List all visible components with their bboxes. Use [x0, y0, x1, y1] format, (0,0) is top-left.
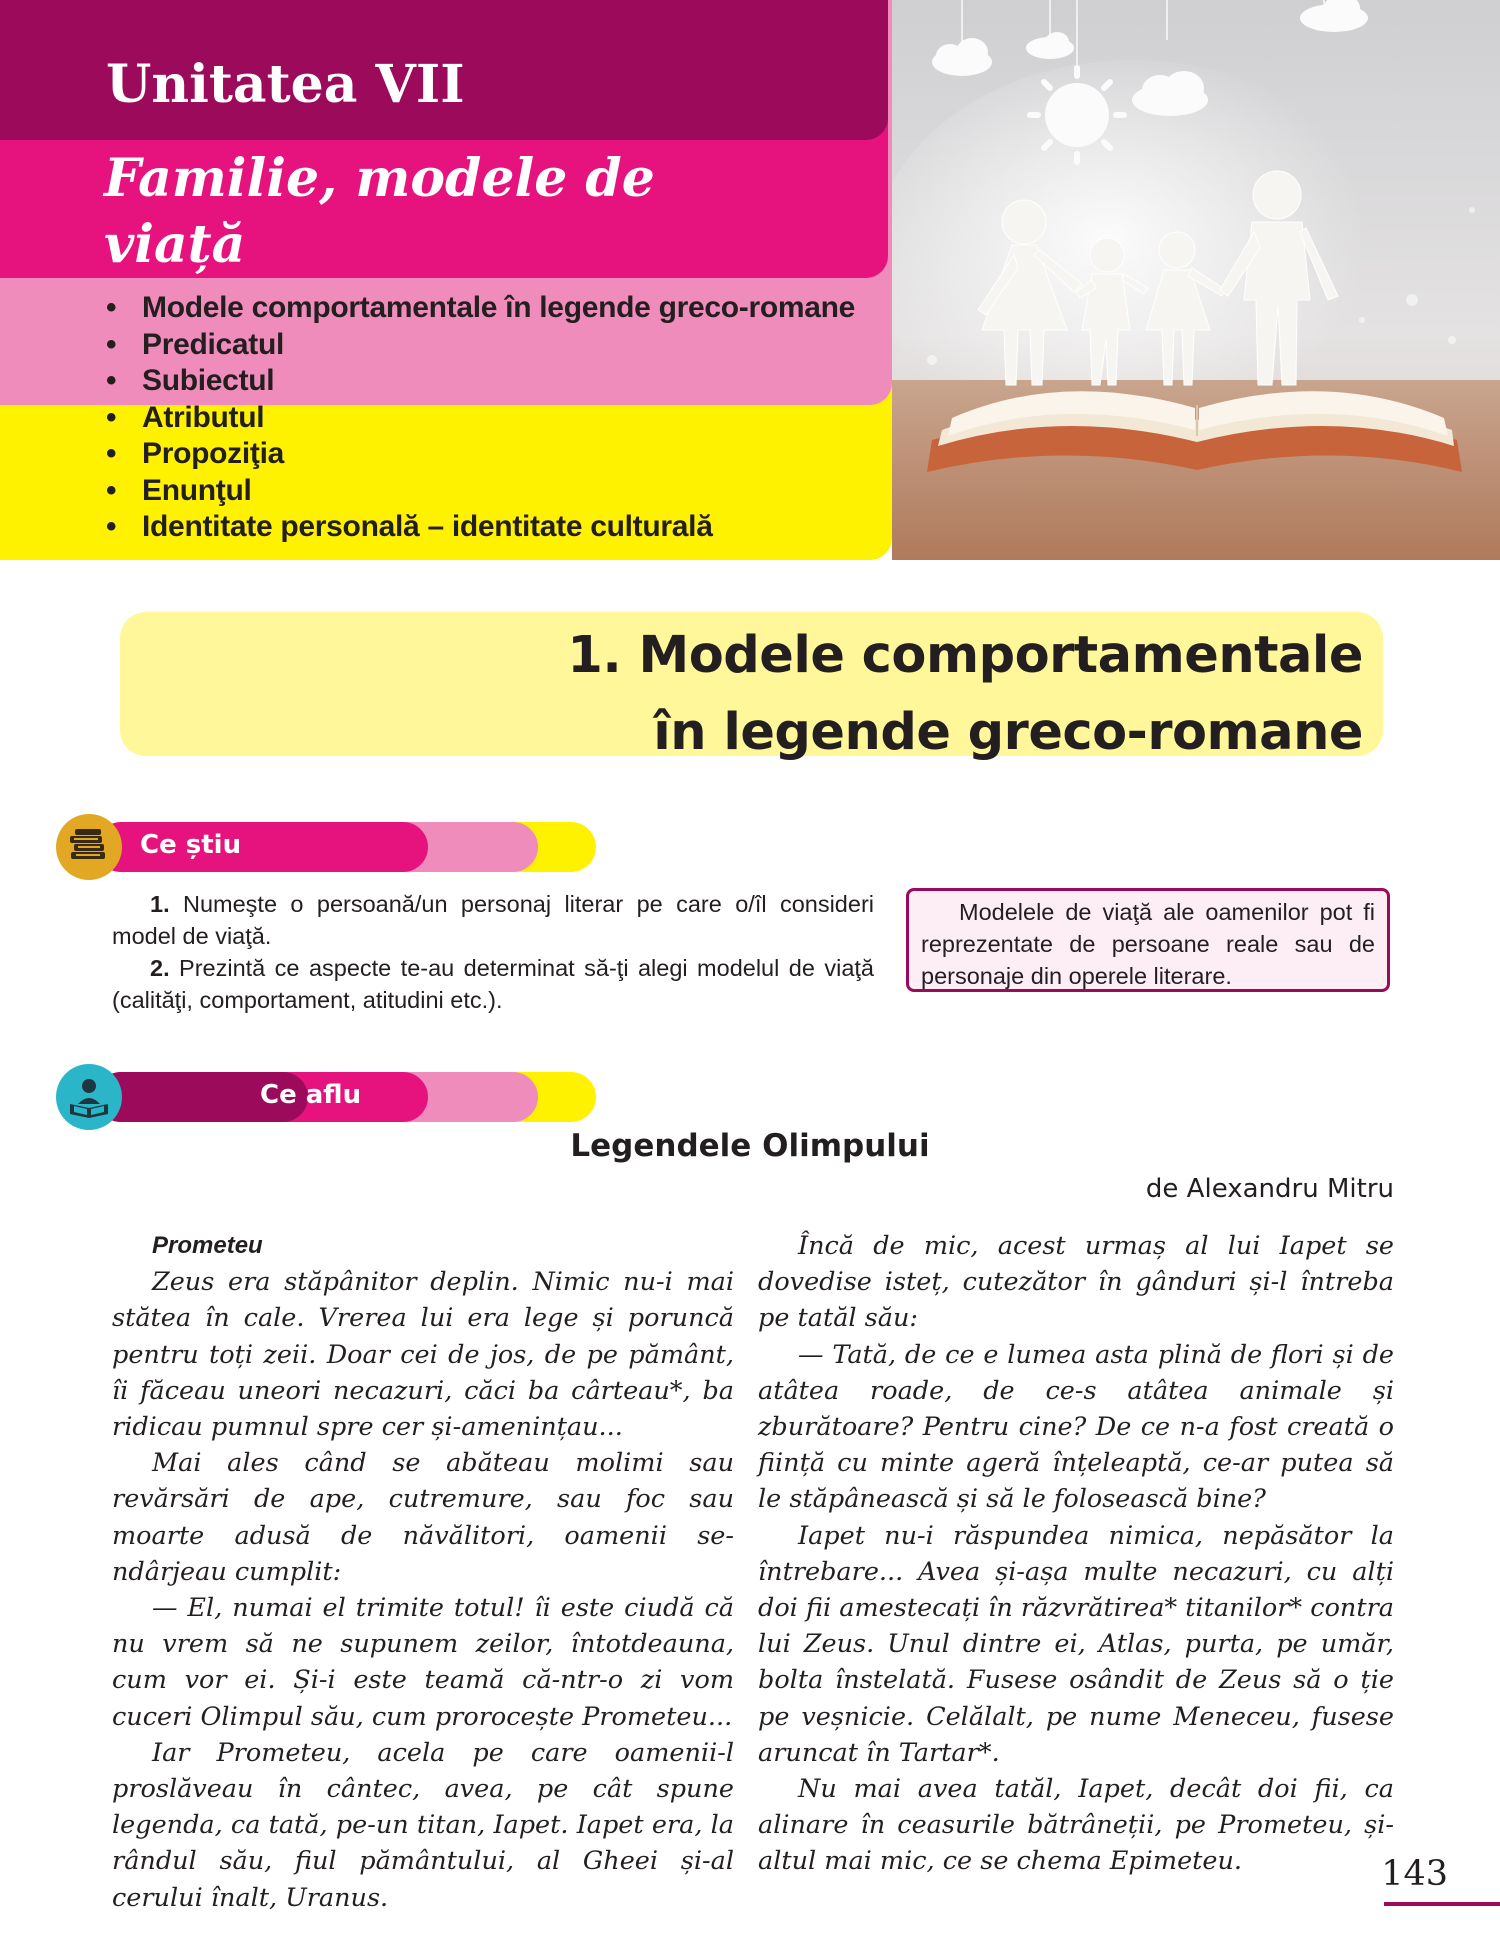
story-paragraph: Nu mai avea tatăl, Iapet, decât doi fii, ca alinare în ceasurile bătrâneții, pe Prometeu, și-altul mai mic, ce se chema Epimeteu. — [758, 1774, 1394, 1877]
topics-list — [106, 290, 855, 546]
story-subtitle: Prometeu — [152, 1232, 263, 1259]
page-number: 143 — [1381, 1854, 1448, 1894]
story-column-left — [112, 1228, 734, 1916]
family-book-photo — [892, 0, 1500, 560]
page-number-rule — [1384, 1902, 1500, 1906]
story-paragraph: Iar Prometeu, acela pe care oamenii-l proslăveau în cântec, avea, pe cât spune legenda, ca tată, pe-un titan, Iapet. Iapet era, la rândul său, fiul pământului, al Gheei și-al cerului înalt, Uranus. — [112, 1737, 734, 1913]
ce-stiu-banner — [56, 822, 596, 872]
books-icon — [56, 814, 122, 880]
question-1: 1. Numeşte o persoană/un personaj literar pe care o/îl consideri model de viaţă. — [112, 891, 874, 949]
story-paragraph: Mai ales când se abăteau molimi sau revărsări de ape, cutremure, sau foc sau moarte adusă de năvălitori, oamenii se-ndârjeau cumplit: — [112, 1448, 734, 1587]
question-2: 2. Prezintă ce aspecte te-au determinat să-ţi alegi modelul de viaţă (calităţi, comportament, atitudini etc.). — [112, 955, 874, 1013]
note-box: Modelele de viaţă ale oamenilor pot fi reprezentate de persoane reale sau de personaje din operele literare. — [906, 888, 1390, 992]
topic-item: • Predicatul — [106, 327, 285, 361]
story-paragraph: Iapet nu-i răspundea nimica, nepăsător la întrebare... Avea și-așa multe necazuri, cu alți doi fii amestecați în răzvrătirea* titanilor* contra lui Zeus. Unul dintre ei, Atlas, purta, pe umăr, bolta înstelată. Fusese osândit de Zeus să o ție pe veșnicie. Celălalt, pe nume Meneceu, fusese aruncat în Tartar*. — [758, 1520, 1394, 1768]
topic-item: • Propoziţia — [106, 437, 285, 470]
unit-label: Unitatea VII — [106, 54, 465, 115]
ce-aflu-label: Ce aflu — [260, 1080, 362, 1110]
story-column-right — [758, 1228, 1394, 1880]
topic-item: • Enunţul — [106, 473, 252, 507]
topic-item: • Subiectul — [106, 364, 275, 397]
unit-title: Familie, modele de viață — [104, 148, 655, 275]
story-author: de Alexandru Mitru — [1145, 1174, 1394, 1204]
story-title: Legendele Olimpului — [570, 1128, 930, 1164]
ce-aflu-banner — [56, 1072, 596, 1122]
ce-stiu-label: Ce știu — [140, 830, 242, 860]
story-paragraph: Încă de mic, acest urmaș al lui Iapet se dovedise isteț, cutezător în gânduri și-l întreba pe tatăl său: — [758, 1231, 1394, 1334]
topic-item: • Atributul — [106, 400, 265, 434]
topic-item: • Modele comportamentale în legende greco-romane — [106, 291, 856, 324]
topic-item: • Identitate personală – identitate culturală — [106, 510, 713, 543]
lesson-title: 1. Modele comportamentale în legende greco-romane — [567, 626, 1363, 762]
reader-icon — [56, 1064, 122, 1130]
story-paragraph: Zeus era stăpânitor deplin. Nimic nu-i mai stătea în cale. Vrerea lui era lege și poruncă pentru toți zeii. Doar cei de jos, de pe pământ, îi făceau uneori necazuri, căci ba cârteau*, ba ridicau pumnul spre cer și-amenințau... — [112, 1267, 734, 1443]
story-paragraph: — El, numai el trimite totul! îi este ciudă că nu vrem să ne supunem zeilor, întotdeauna, cum vor ei. Și-i este teamă că-ntr-o zi vom cuceri Olimpul său, cum prorocește Prometeu... — [112, 1593, 734, 1732]
story-paragraph: — Tată, de ce e lumea asta plină de flori și de atâtea roade, de ce-s atâtea animale și zburătoare? Pentru cine? De ce n-a fost creată o ființă cu minte ageră înțeleaptă, ce-ar putea să le stăpânească și să le folosească bine? — [758, 1339, 1394, 1515]
